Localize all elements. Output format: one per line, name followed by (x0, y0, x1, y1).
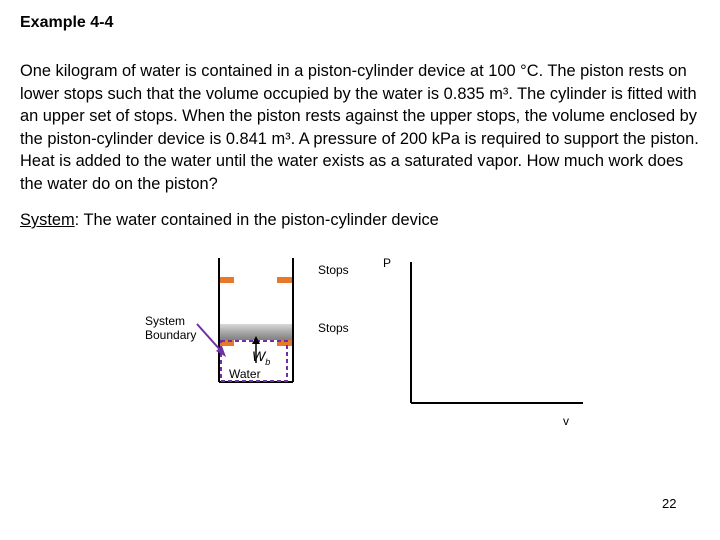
upper-stops-label: Stops (318, 263, 349, 277)
work-subscript: b (265, 356, 271, 367)
system-description: : The water contained in the piston-cylinder device (74, 211, 439, 229)
work-symbol: W (252, 348, 266, 364)
upper-stop-left (220, 277, 234, 283)
system-boundary-label: System Boundary (145, 314, 197, 342)
p-axis-label: P (383, 256, 392, 270)
page-number: 22 (662, 496, 677, 511)
problem-statement: One kilogram of water is contained in a piston-cylinder device at 100 °C. The piston rests on lower stops such that the volume occupied by the water is 0.835 m³. The cylinder is fitted with an upper set of stops. When the piston rests against the upper stops, the volume enclosed by the piston-cylinder device is 0.841 m³. A pressure of 200 kPa is required to support the piston. Heat is added to the water until the water exists as a saturated vapor. How much work does the water do on the piston? (20, 62, 699, 193)
v-axis-label: v (563, 414, 569, 428)
lower-stops-label: Stops (318, 321, 349, 335)
upper-stop-right (277, 277, 292, 283)
system-label: System (20, 211, 75, 229)
slide-title: Example 4-4 (20, 14, 114, 31)
water-label: Water (229, 367, 261, 381)
boundary-work-label (252, 348, 270, 367)
